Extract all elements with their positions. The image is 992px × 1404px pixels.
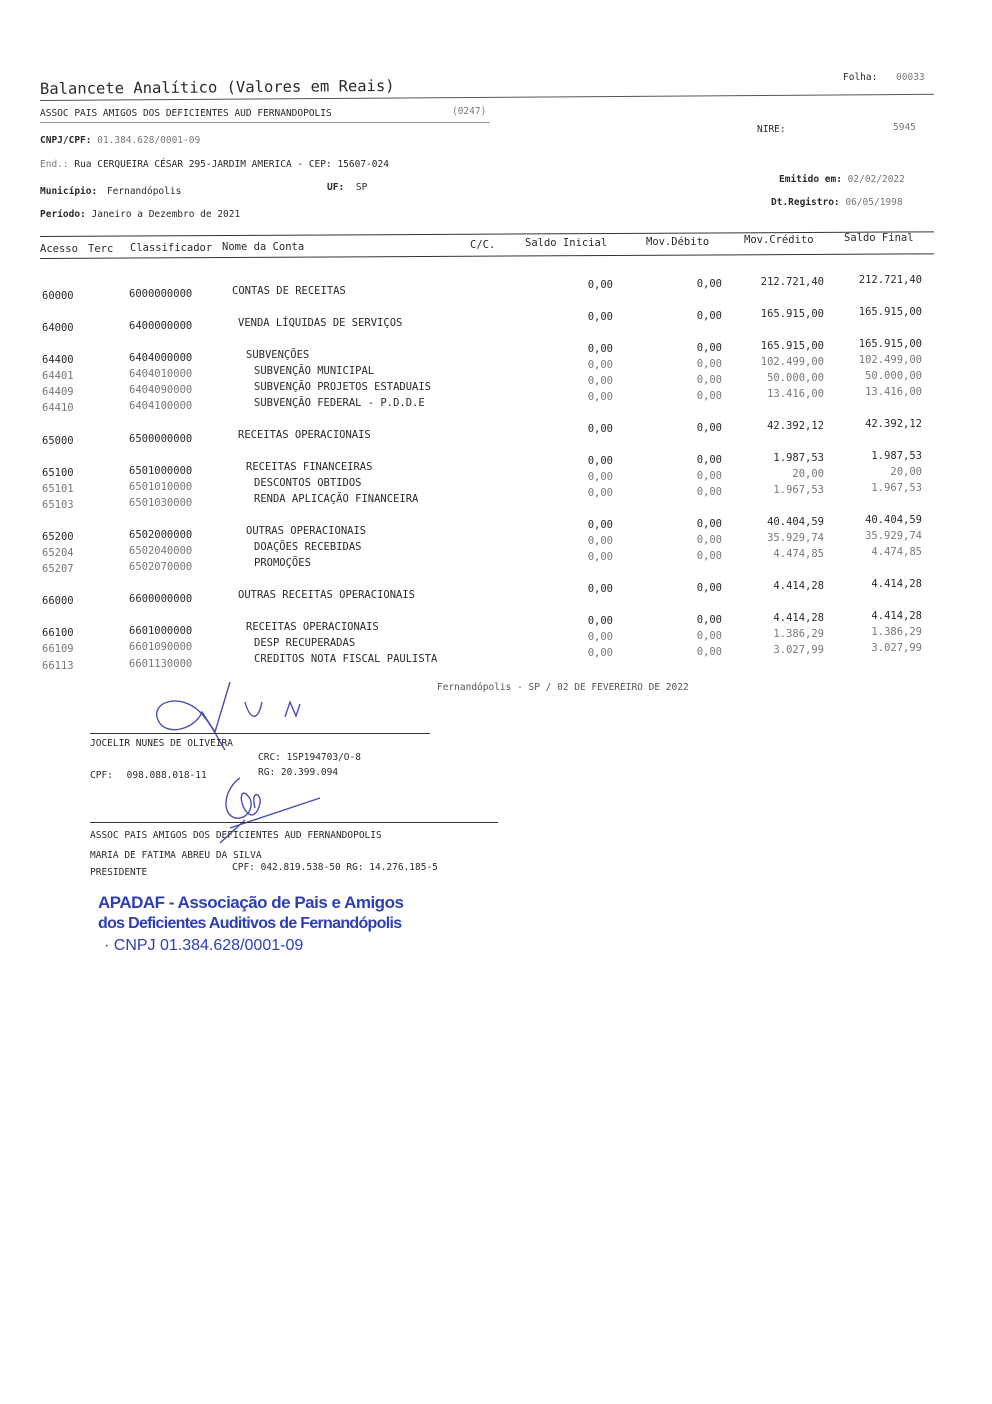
mov-credito-value: 4.414,28 <box>773 580 824 592</box>
col-saldo-final: Saldo Final <box>844 232 914 244</box>
saldo-final-value: 3.027,99 <box>871 642 922 654</box>
account-name: DESCONTOS OBTIDOS <box>254 477 362 489</box>
account-name: RENDA APLICAÇÃO FINANCEIRA <box>254 493 419 505</box>
mov-credito-value: 165.915,00 <box>760 308 824 320</box>
emitido-label: Emitido em: <box>779 174 842 185</box>
account-acesso: 64410 <box>42 402 74 415</box>
entity-code: (0247) <box>452 106 487 117</box>
saldo-inicial-value: 0,00 <box>587 631 613 643</box>
col-terc: Terc <box>88 243 114 255</box>
saldo-inicial-value: 0,00 <box>587 343 613 355</box>
account-name: SUBVENÇÕES <box>246 349 310 361</box>
accountant-crc: CRC: 1SP194703/O-8 <box>258 752 361 763</box>
mov-debito-value: 0,00 <box>696 614 722 626</box>
mov-debito-value: 0,00 <box>696 390 722 402</box>
saldo-final-value: 1.987,53 <box>871 450 922 462</box>
account-acesso: 65103 <box>42 498 74 511</box>
mov-debito-value: 0,00 <box>696 646 722 658</box>
account-name: CREDITOS NOTA FISCAL PAULISTA <box>254 653 438 665</box>
emitido-field <box>779 174 905 185</box>
account-name: RECEITAS OPERACIONAIS <box>238 429 371 441</box>
periodo-label: Período: <box>40 209 86 220</box>
mov-credito-value: 1.386,29 <box>773 628 824 640</box>
account-acesso: 64409 <box>42 386 74 399</box>
account-name: RECEITAS FINANCEIRAS <box>246 461 373 473</box>
cnpj-value: 01.384.628/0001-09 <box>97 135 201 146</box>
account-acesso: 65100 <box>42 466 74 479</box>
account-acesso: 64400 <box>42 354 74 367</box>
mov-debito-value: 0,00 <box>696 278 722 290</box>
emitido-value: 02/02/2022 <box>847 174 905 185</box>
mov-credito-value: 13.416,00 <box>767 388 824 400</box>
mov-debito-value: 0,00 <box>696 454 722 466</box>
saldo-inicial-value: 0,00 <box>587 279 613 291</box>
accountant-cpf <box>90 770 207 781</box>
mov-credito-value: 20,00 <box>792 468 824 480</box>
saldo-final-value: 165.915,00 <box>858 338 922 350</box>
saldo-inicial-value: 0,00 <box>587 519 613 531</box>
mov-debito-value: 0,00 <box>696 374 722 386</box>
saldo-final-value: 13.416,00 <box>865 386 922 398</box>
uf-field <box>327 182 367 193</box>
account-classificador: 6404100000 <box>129 400 193 413</box>
col-acesso: Acesso <box>40 243 78 255</box>
mov-credito-value: 212.721,40 <box>760 276 824 288</box>
account-classificador: 6502000000 <box>129 528 193 541</box>
saldo-inicial-value: 0,00 <box>587 359 613 371</box>
account-name: SUBVENÇÃO MUNICIPAL <box>254 365 375 377</box>
account-classificador: 6404090000 <box>129 384 193 397</box>
address-value: Rua CERQUEIRA CÉSAR 295-JARDIM AMERICA - CEP: 15607-024 <box>74 159 389 170</box>
mov-debito-value: 0,00 <box>696 470 722 482</box>
uf-label: UF: <box>327 182 345 193</box>
saldo-final-value: 4.474,85 <box>871 546 922 558</box>
account-classificador: 6601130000 <box>129 657 193 670</box>
folha-label: Folha: <box>843 72 878 83</box>
col-mov-debito: Mov.Débito <box>646 236 710 248</box>
col-nome-conta: Nome da Conta <box>222 241 305 253</box>
document-title: Balancete Analítico (Valores em Reais) <box>39 76 395 98</box>
nire-label: NIRE: <box>757 124 786 135</box>
president-signature-line <box>90 822 498 823</box>
saldo-inicial-value: 0,00 <box>587 471 613 483</box>
accountant-cpf-label: CPF: <box>90 770 113 781</box>
account-name: OUTRAS OPERACIONAIS <box>246 525 367 537</box>
saldo-final-value: 42.392,12 <box>865 418 922 430</box>
cnpj-field <box>40 135 200 146</box>
mov-debito-value: 0,00 <box>696 486 722 498</box>
saldo-final-value: 40.404,59 <box>865 514 922 526</box>
account-acesso: 65200 <box>42 530 74 543</box>
registro-value: 06/05/1998 <box>845 197 903 208</box>
saldo-final-value: 35.929,74 <box>865 530 922 542</box>
accountant-signature-line <box>90 733 430 734</box>
entity-rule <box>40 122 490 123</box>
account-acesso: 65101 <box>42 482 74 495</box>
saldo-inicial-value: 0,00 <box>587 487 613 499</box>
saldo-final-value: 165.915,00 <box>858 306 922 318</box>
account-acesso: 66109 <box>42 643 74 656</box>
mov-credito-value: 42.392,12 <box>767 420 824 432</box>
accountant-name: JOCELIR NUNES DE OLIVEIRA <box>90 738 233 749</box>
mov-credito-value: 1.967,53 <box>773 484 824 496</box>
entity-name: ASSOC PAIS AMIGOS DOS DEFICIENTES AUD FERNANDOPOLIS <box>40 108 332 119</box>
account-acesso: 65000 <box>42 434 74 447</box>
mov-debito-value: 0,00 <box>696 310 722 322</box>
account-classificador: 6404000000 <box>129 352 193 365</box>
mov-debito-value: 0,00 <box>696 550 722 562</box>
account-classificador: 6400000000 <box>129 320 193 333</box>
account-classificador: 6502070000 <box>129 561 193 574</box>
saldo-inicial-value: 0,00 <box>587 375 613 387</box>
mov-debito-value: 0,00 <box>696 422 722 434</box>
cnpj-label: CNPJ/CPF: <box>40 135 92 146</box>
president-role: PRESIDENTE <box>90 867 148 878</box>
account-name: DOAÇÕES RECEBIDAS <box>254 541 362 553</box>
municipio-value: Fernandópolis <box>106 186 182 197</box>
account-name: SUBVENÇÃO PROJETOS ESTADUAIS <box>254 381 432 393</box>
account-acesso: 66000 <box>42 595 74 608</box>
col-cc: C/C. <box>470 239 496 251</box>
mov-credito-value: 40.404,59 <box>767 516 824 528</box>
col-classificador: Classificador <box>130 242 213 254</box>
nire-value: 5945 <box>893 122 916 133</box>
registro-label: Dt.Registro: <box>771 197 840 208</box>
saldo-final-value: 4.414,28 <box>871 610 922 622</box>
account-acesso: 60000 <box>42 290 74 302</box>
address-field <box>40 159 389 170</box>
account-name: SUBVENÇÃO FEDERAL - P.D.D.E <box>254 397 425 409</box>
account-classificador: 6601000000 <box>129 625 193 638</box>
apadaf-stamp-line2: dos Deficientes Auditivos de Fernandópolis <box>98 915 402 932</box>
mov-credito-value: 4.474,85 <box>773 548 824 560</box>
account-acesso: 64401 <box>42 370 74 383</box>
saldo-inicial-value: 0,00 <box>587 647 613 659</box>
account-classificador: 6601090000 <box>129 641 193 654</box>
place-date: Fernandópolis - SP / 02 DE FEVEREIRO DE 2022 <box>437 682 689 693</box>
account-name: DESP RECUPERADAS <box>254 637 356 649</box>
saldo-inicial-value: 0,00 <box>587 391 613 403</box>
saldo-final-value: 1.386,29 <box>871 626 922 638</box>
periodo-field <box>40 209 240 220</box>
municipio-field <box>40 186 181 197</box>
account-acesso: 65204 <box>42 547 74 560</box>
mov-credito-value: 35.929,74 <box>767 532 824 544</box>
account-acesso: 65207 <box>42 563 74 576</box>
accountant-cpf-value: 098.088.018-11 <box>126 770 207 781</box>
col-saldo-inicial: Saldo Inicial <box>525 237 608 249</box>
saldo-inicial-value: 0,00 <box>587 311 613 323</box>
account-classificador: 6502040000 <box>129 545 193 558</box>
mov-credito-value: 1.987,53 <box>773 452 824 464</box>
mov-credito-value: 3.027,99 <box>773 644 824 656</box>
account-classificador: 6501010000 <box>129 480 193 493</box>
registro-field <box>771 197 903 208</box>
account-classificador: 6500000000 <box>129 432 193 445</box>
periodo-value: Janeiro a Dezembro de 2021 <box>91 209 241 220</box>
municipio-label: Município: <box>40 186 98 197</box>
account-classificador: 6404010000 <box>129 368 193 381</box>
saldo-inicial-value: 0,00 <box>587 551 613 563</box>
account-classificador: 6000000000 <box>129 288 193 300</box>
saldo-inicial-value: 0,00 <box>587 455 613 467</box>
saldo-final-value: 212.721,40 <box>858 274 922 286</box>
saldo-final-value: 102.499,00 <box>858 354 922 366</box>
account-acesso: 66113 <box>42 659 74 672</box>
accountant-rg: RG: 20.399.094 <box>258 767 339 778</box>
president-docs: CPF: 042.819.538-50 RG: 14.276.185-5 <box>232 862 438 873</box>
saldo-inicial-value: 0,00 <box>587 535 613 547</box>
account-classificador: 6600000000 <box>129 593 193 606</box>
account-acesso: 66100 <box>42 627 74 640</box>
apadaf-stamp-line1: APADAF - Associação de Pais e Amigos <box>98 893 404 912</box>
org-name: ASSOC PAIS AMIGOS DOS DEFICIENTES AUD FERNANDOPOLIS <box>90 830 382 841</box>
mov-credito-value: 4.414,28 <box>773 612 824 624</box>
mov-credito-value: 50.000,00 <box>767 372 824 384</box>
account-name: OUTRAS RECEITAS OPERACIONAIS <box>238 589 416 601</box>
saldo-inicial-value: 0,00 <box>587 423 613 435</box>
saldo-inicial-value: 0,00 <box>587 615 613 627</box>
saldo-inicial-value: 0,00 <box>587 583 613 595</box>
account-classificador: 6501000000 <box>129 464 193 477</box>
mov-credito-value: 102.499,00 <box>760 356 824 368</box>
account-name: CONTAS DE RECEITAS <box>232 285 346 297</box>
mov-debito-value: 0,00 <box>696 630 722 642</box>
president-name: MARIA DE FATIMA ABREU DA SILVA <box>90 850 262 861</box>
saldo-final-value: 50.000,00 <box>865 370 922 382</box>
account-name: PROMOÇÕES <box>254 557 311 569</box>
saldo-final-value: 20,00 <box>890 466 922 478</box>
mov-debito-value: 0,00 <box>696 582 722 594</box>
account-acesso: 64000 <box>42 322 74 335</box>
apadaf-stamp-line3: · CNPJ 01.384.628/0001-09 <box>104 937 304 954</box>
uf-value: SP <box>355 182 368 193</box>
saldo-final-value: 1.967,53 <box>871 482 922 494</box>
folha-value: 00033 <box>896 72 925 83</box>
mov-debito-value: 0,00 <box>696 518 722 530</box>
address-label: End.: <box>40 159 69 170</box>
mov-debito-value: 0,00 <box>696 358 722 370</box>
account-name: RECEITAS OPERACIONAIS <box>246 621 379 633</box>
saldo-final-value: 4.414,28 <box>871 578 922 590</box>
col-mov-credito: Mov.Crédito <box>744 234 814 246</box>
account-classificador: 6501030000 <box>129 496 193 509</box>
mov-credito-value: 165.915,00 <box>760 340 824 352</box>
account-name: VENDA LÍQUIDAS DE SERVIÇOS <box>238 317 403 329</box>
mov-debito-value: 0,00 <box>696 342 722 354</box>
mov-debito-value: 0,00 <box>696 534 722 546</box>
